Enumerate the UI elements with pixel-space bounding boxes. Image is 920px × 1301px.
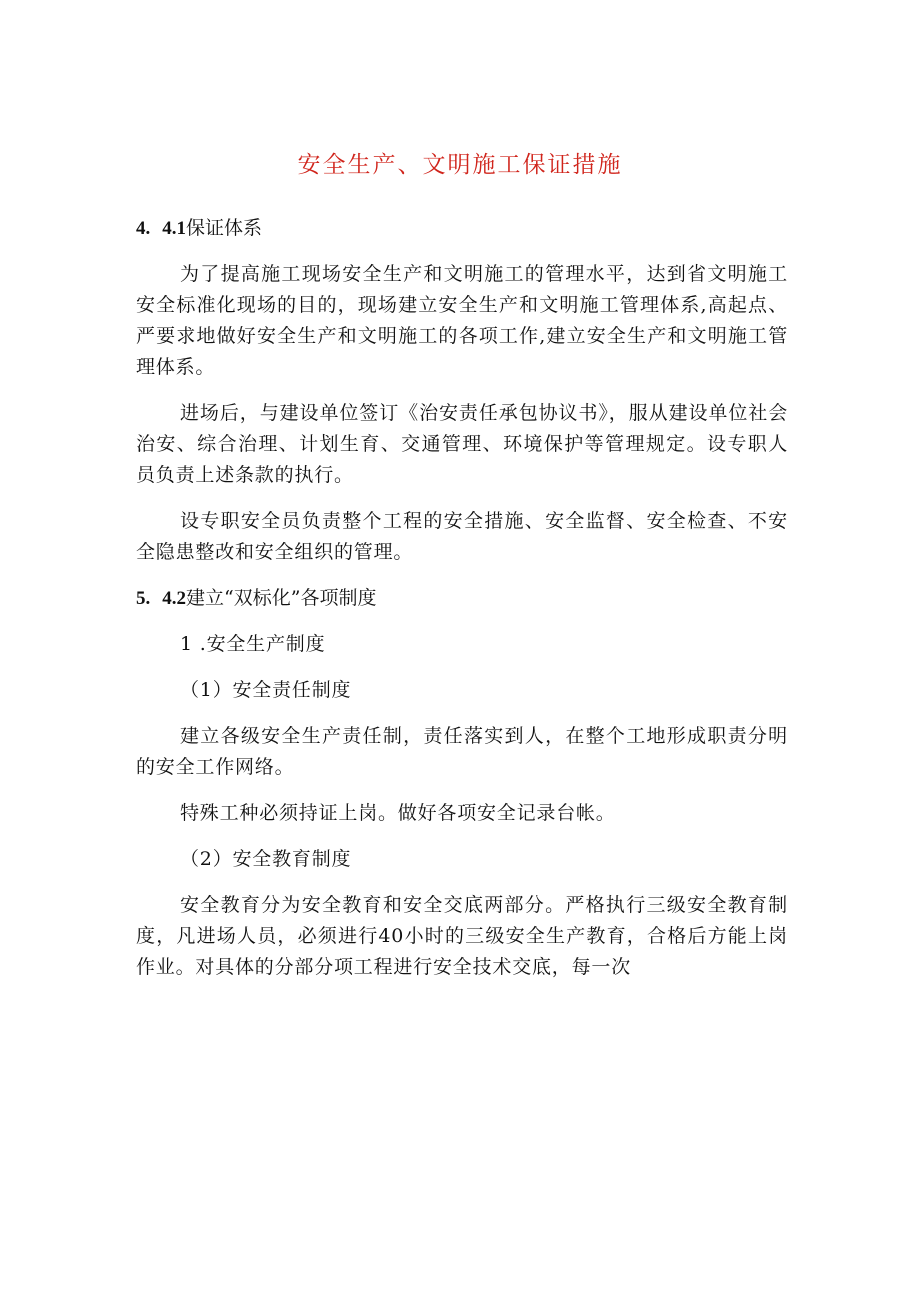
section-number: 4. — [136, 218, 151, 239]
paragraph: 为了提高施工现场安全生产和文明施工的管理水平，达到省文明施工安全标准化现场的目的，现场建立安全生产和文明施工管理体系,高起点、严要求地做好安全生产和文明施工的各项工作,建立安全生产和文明施工管理体系。 — [136, 263, 788, 378]
section-heading-4-1 — [136, 213, 788, 244]
paragraph: 建立各级安全生产责任制，责任落实到人，在整个工地形成职责分明的安全工作网络。 — [136, 725, 788, 778]
section-number: 5. — [136, 588, 151, 609]
paragraph: 进场后，与建设单位签订《治安责任承包协议书》，服从建设单位社会治安、综合治理、计划生育、交通管理、环境保护等管理规定。设专职人员负责上述条款的执行。 — [136, 402, 788, 486]
document-body — [136, 213, 788, 998]
section-heading-4-2 — [136, 583, 788, 614]
paragraph: 设专职安全员负责整个工程的安全措施、安全监督、安全检查、不安全隐患整改和安全组织的管理。 — [136, 510, 788, 563]
section-heading-text: 建立“双标化”各项制度 — [186, 587, 377, 609]
item-label: （2）安全教育制度 — [180, 848, 352, 870]
section-sub-number: 4.1 — [162, 218, 187, 239]
section-sub-number: 4.2 — [162, 588, 187, 609]
document-title: 安全生产、文明施工保证措施 — [297, 152, 623, 178]
paragraph: 特殊工种必须持证上岗。做好各项安全记录台帐。 — [180, 802, 616, 824]
item-label: （1）安全责任制度 — [180, 679, 352, 701]
section-heading-text: 保证体系 — [186, 217, 263, 239]
subsection-title: 1 .安全生产制度 — [180, 633, 326, 655]
paragraph: 安全教育分为安全教育和安全交底两部分。严格执行三级安全教育制度，凡进场人员，必须进行40小时的三级安全生产教育，合格后方能上岗作业。对具体的分部分项工程进行安全技术交底，每一次 — [136, 894, 788, 978]
